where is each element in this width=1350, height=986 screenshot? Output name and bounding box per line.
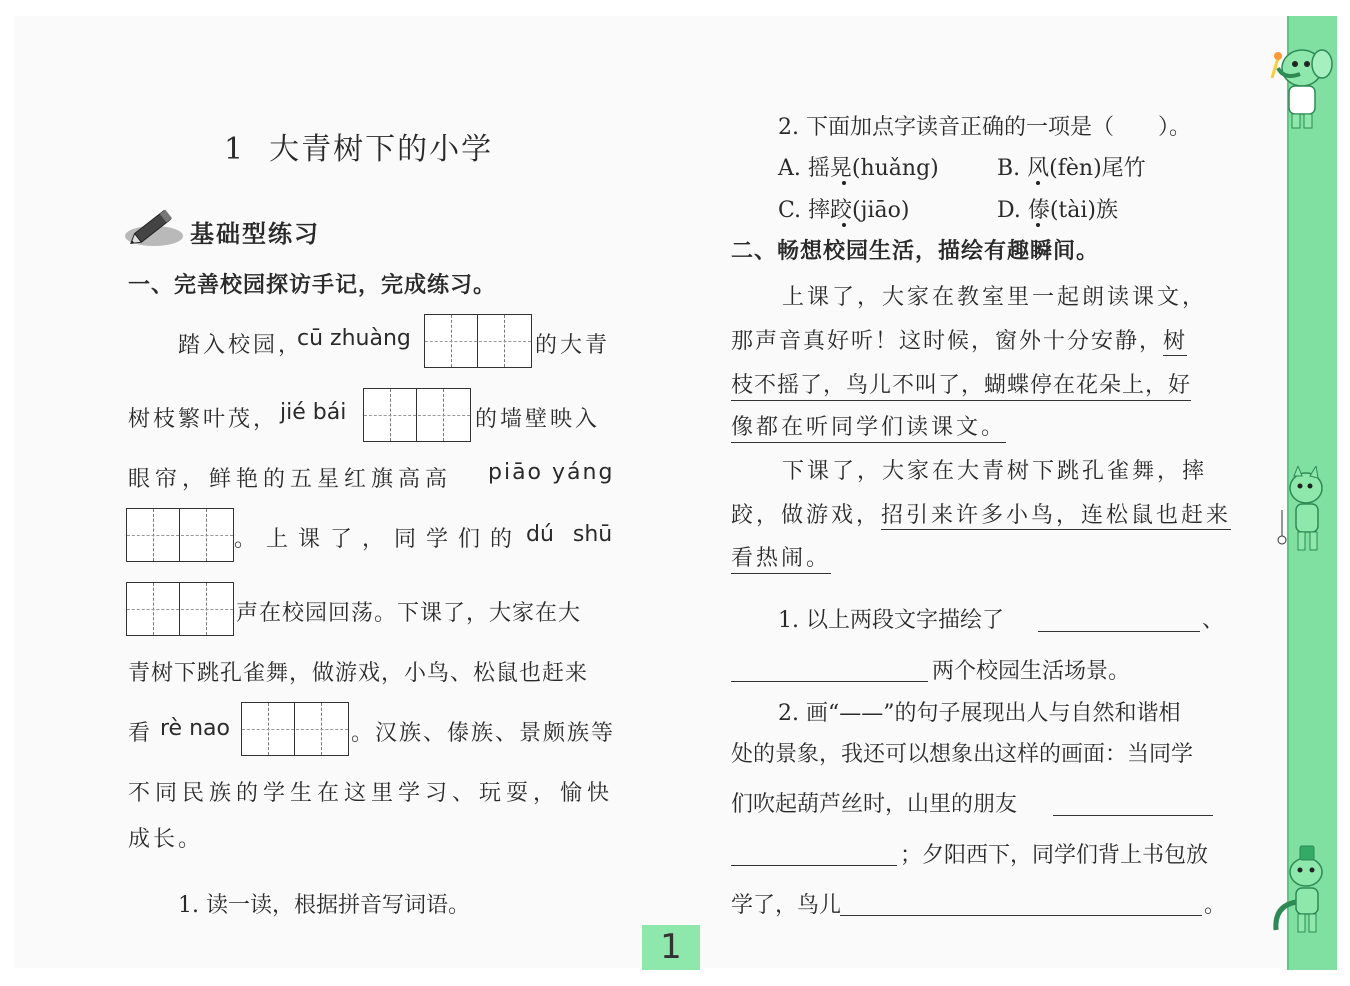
answer-blank[interactable] <box>1053 814 1213 816</box>
answer-blank[interactable] <box>840 914 1202 916</box>
pinyin-text: cū zhuàng <box>297 326 411 351</box>
right-question-1-end: 两个校园生活场景。 <box>932 659 1131 684</box>
underlined-sentence: 像都在听同学们读课文。 <box>731 410 1006 443</box>
emphasis-dot <box>1036 223 1040 227</box>
wolf-mascot <box>1270 466 1334 562</box>
right-question-2: 2. 下面加点字读音正确的一项是（ ）。 <box>778 115 1191 140</box>
left-question-1: 1. 读一读，根据拼音写词语。 <box>178 893 470 918</box>
option-b[interactable]: B. 风(fèn)尾竹 <box>997 156 1146 181</box>
para2-line: 下课了，大家在大青树下跳孔雀舞，摔 <box>782 459 1208 484</box>
fox-mascot <box>1268 842 1336 942</box>
passage-text: 的墙壁映入 <box>475 407 601 432</box>
passage-text: 成长。 <box>128 827 204 852</box>
elephant-mascot <box>1264 38 1336 134</box>
right-question-2b-line: 们吹起葫芦丝时，山里的朋友 <box>731 792 1018 817</box>
passage-text: 的大青 <box>535 333 611 358</box>
page-number: 1 <box>660 927 682 967</box>
right-question-1: 1. 以上两段文字描绘了 <box>778 608 1004 633</box>
answer-box[interactable] <box>424 314 532 368</box>
underlined-sentence: 看热闹。 <box>731 541 831 574</box>
answer-box[interactable] <box>363 388 471 442</box>
right-question-2b-line: 处的景象，我还可以想象出这样的画面：当同学 <box>731 742 1194 767</box>
para1-line <box>731 324 1187 355</box>
passage-text: 看 <box>128 721 151 746</box>
underlined-sentence: 枝不摇了，鸟儿不叫了，蝴蝶停在花朵上，好 <box>731 368 1191 401</box>
answer-box[interactable] <box>126 582 234 636</box>
passage-text: 树枝繁叶茂， <box>128 407 279 432</box>
passage-text: 青树下跳孔雀舞，做游戏，小鸟、松鼠也赶来 <box>128 661 589 686</box>
para1-text: 那声音真好听！这时候，窗外十分安静， <box>731 329 1164 354</box>
section2-heading: 二、畅想校园生活，描绘有趣瞬间。 <box>731 238 1100 264</box>
option-a[interactable]: A. 摇晃(huǎng) <box>778 156 939 181</box>
passage-text: 踏入校园， <box>178 333 304 358</box>
passage-text: 眼帘，鲜艳的五星红旗高高 <box>128 467 453 492</box>
right-question-2b: 2. 画“——”的句子展现出人与自然和谐相 <box>778 701 1181 726</box>
para1-line: 上课了，大家在教室里一起朗读课文， <box>782 285 1208 310</box>
option-c[interactable]: C. 摔跤(jiāo) <box>778 198 910 223</box>
option-d[interactable]: D. 傣(tài)族 <box>997 198 1119 223</box>
pinyin-text: piāo yáng <box>488 460 615 485</box>
emphasis-dot <box>1036 181 1040 185</box>
pinyin-text: dú shū <box>526 522 613 547</box>
right-question-2b-line: 学了，鸟儿 <box>731 893 842 918</box>
exercise-type-label: 基础型练习 <box>190 220 320 248</box>
answer-box[interactable] <box>126 508 234 562</box>
answer-blank[interactable] <box>731 864 897 866</box>
right-question-2b-line: ；夕阳西下，同学们背上书包放 <box>900 843 1209 868</box>
lesson-number: 1 <box>224 132 246 167</box>
separator-text: 、 <box>1202 608 1225 633</box>
underlined-sentence: 树 <box>1163 329 1188 354</box>
underlined-sentence: 招引来许多小鸟，连松鼠也赶来 <box>881 503 1232 528</box>
lesson-title <box>224 124 493 168</box>
passage-text: 。汉族、傣族、景颇族等 <box>351 721 616 746</box>
answer-blank[interactable] <box>731 680 928 682</box>
passage-text: 声在校园回荡。下课了，大家在大 <box>236 601 582 626</box>
para2-text: 跤，做游戏， <box>731 503 882 528</box>
section1-heading: 一、完善校园探访手记，完成练习。 <box>128 272 497 298</box>
pencil-icon <box>124 204 186 248</box>
sentence-end: 。 <box>1204 893 1227 918</box>
passage-text: 不同民族的学生在这里学习、玩耍，愉快 <box>128 781 615 806</box>
lesson-title-text: 大青树下的小学 <box>269 132 494 167</box>
pinyin-text: rè nao <box>160 716 230 741</box>
answer-box[interactable] <box>241 702 349 756</box>
emphasis-dot <box>842 181 846 185</box>
answer-blank[interactable] <box>1038 630 1200 632</box>
pinyin-text: jié bái <box>280 400 347 425</box>
para2-line <box>731 498 1231 529</box>
emphasis-dot <box>842 223 846 227</box>
passage-text: 。上课了，同学们的 <box>234 527 523 552</box>
page-number-tab <box>642 925 700 970</box>
